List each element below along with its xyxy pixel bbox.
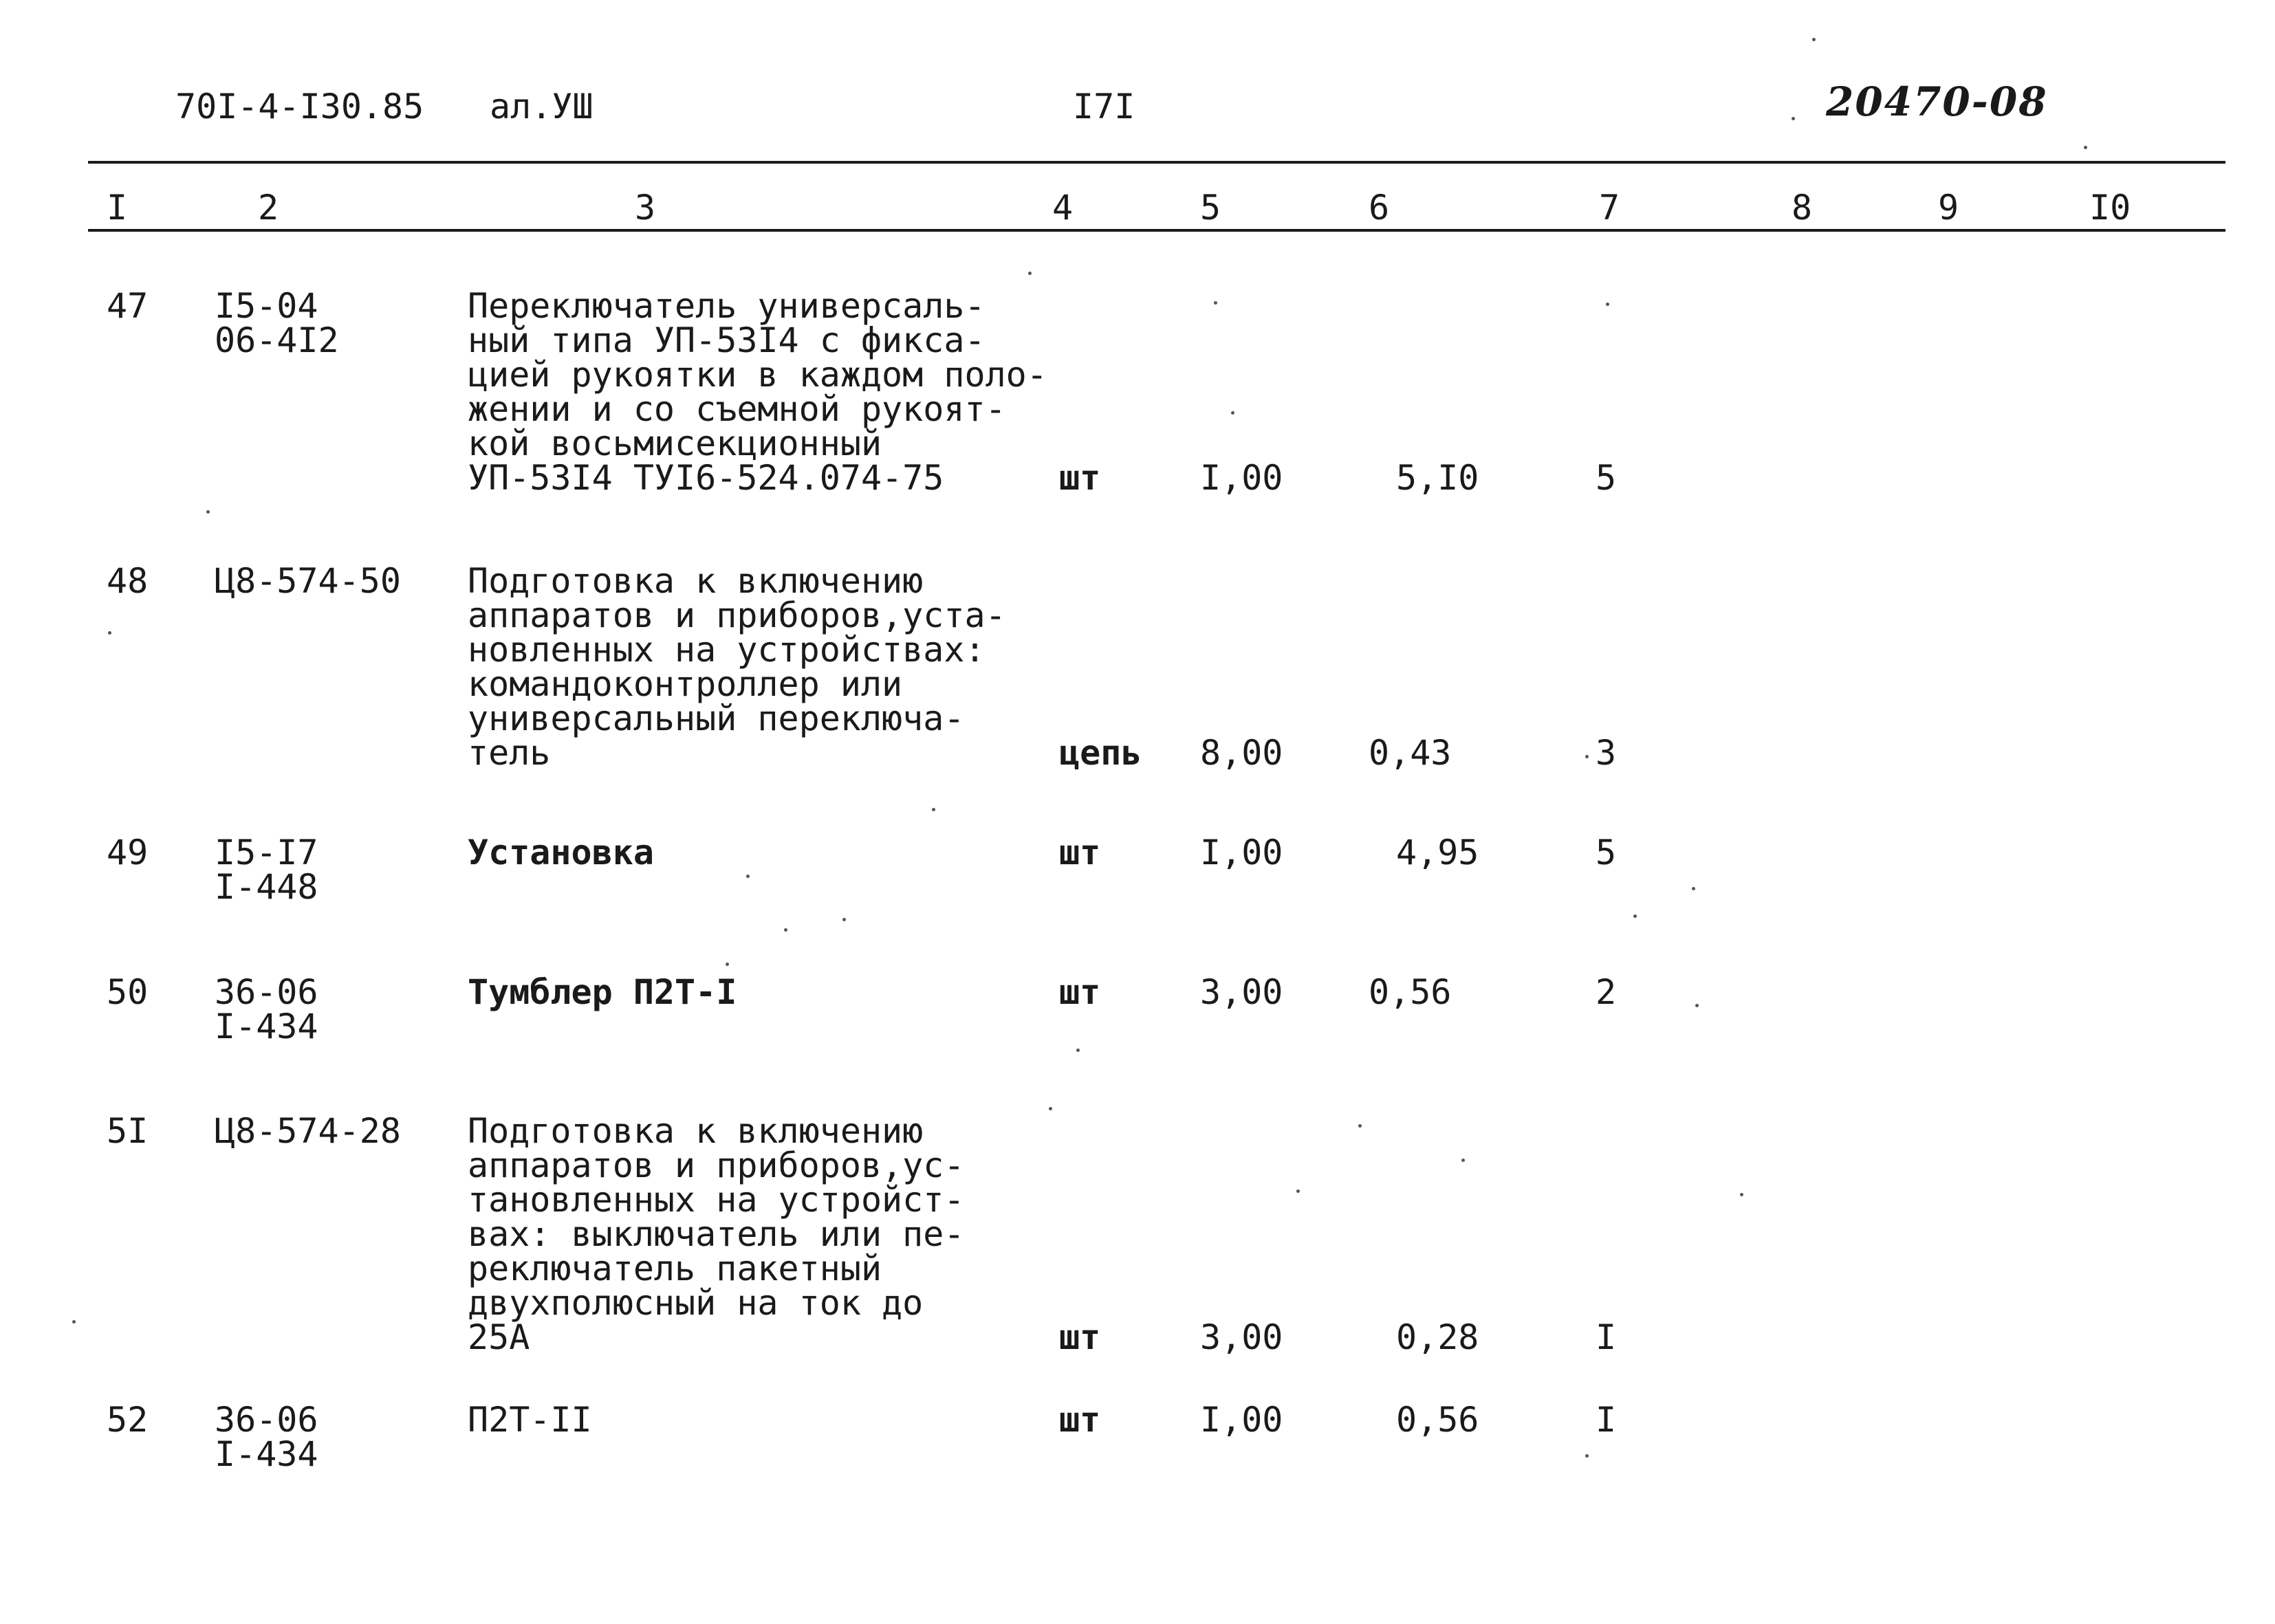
- description-line: Тумблер П2Т-I: [468, 972, 737, 1012]
- row-unit-price: 0,56: [1369, 972, 1452, 1012]
- description-line: тановленных на устройст-: [468, 1180, 965, 1220]
- description-line: Подготовка к включению: [468, 561, 924, 601]
- row-unit-price: 4,95: [1396, 833, 1479, 873]
- handwritten-reference: 20470-08: [1826, 78, 2048, 125]
- row-number: 49: [107, 833, 149, 873]
- description-line: двухполюсный на ток до: [468, 1283, 924, 1323]
- column-number-5: 5: [1200, 188, 1221, 228]
- code-line: I-434: [215, 1007, 318, 1046]
- row-code: [215, 1400, 318, 1474]
- code-line: 36-06: [215, 972, 318, 1012]
- code-line: Ц8-574-28: [215, 1111, 401, 1151]
- scan-speck: [842, 918, 846, 921]
- row-code: [215, 972, 318, 1046]
- column-number-10: I0: [2089, 188, 2131, 228]
- row-unit: шт: [1059, 972, 1101, 1012]
- row-quantity: I,00: [1200, 458, 1283, 498]
- row-code: [215, 1111, 401, 1151]
- row-total: 5: [1596, 833, 1617, 873]
- column-number-4: 4: [1052, 188, 1074, 228]
- description-line: УП-53I4 ТУI6-524.074-75: [468, 458, 944, 498]
- row-number: 47: [107, 286, 149, 326]
- scan-speck: [1695, 1004, 1699, 1007]
- table-top-rule: [88, 161, 2225, 164]
- code-line: I5-I7: [215, 833, 318, 873]
- scan-speck: [108, 631, 111, 635]
- description-line: аппаратов и приборов,уста-: [468, 595, 1006, 635]
- table-header-rule: [88, 229, 2225, 232]
- row-unit: шт: [1059, 1400, 1101, 1440]
- scan-speck: [1812, 38, 1816, 41]
- row-number: 52: [107, 1400, 149, 1440]
- row-quantity: I,00: [1200, 833, 1283, 873]
- row-total: 2: [1596, 972, 1617, 1012]
- row-unit: шт: [1059, 458, 1101, 498]
- description-line: жении и со съемной рукоят-: [468, 389, 1006, 429]
- code-line: I5-04: [215, 286, 318, 326]
- row-number: 48: [107, 561, 149, 601]
- row-code: [215, 286, 339, 360]
- description-line: вах: выключатель или пе-: [468, 1214, 965, 1254]
- row-total: I: [1596, 1400, 1617, 1440]
- scan-speck: [784, 928, 787, 932]
- row-unit-price: 0,56: [1396, 1400, 1479, 1440]
- scan-speck: [1296, 1189, 1300, 1193]
- row-description: [468, 972, 737, 1012]
- row-unit: шт: [1059, 833, 1101, 873]
- description-line: Подготовка к включению: [468, 1111, 924, 1151]
- row-quantity: 3,00: [1200, 972, 1283, 1012]
- description-line: П2Т-II: [468, 1400, 592, 1440]
- scan-speck: [1740, 1193, 1743, 1196]
- scan-speck: [1585, 755, 1589, 758]
- sheet-label: ал.УШ: [490, 87, 594, 127]
- scan-speck: [1231, 411, 1234, 415]
- description-line: тель: [468, 733, 551, 773]
- scan-speck: [932, 808, 935, 811]
- code-line: I-448: [215, 867, 318, 907]
- scan-speck: [1461, 1159, 1465, 1162]
- column-number-7: 7: [1599, 188, 1620, 228]
- scan-speck: [1076, 1049, 1080, 1052]
- row-description: [468, 1400, 592, 1440]
- column-number-8: 8: [1792, 188, 1813, 228]
- code-line: 06-4I2: [215, 320, 339, 360]
- row-total: 3: [1596, 733, 1617, 773]
- description-line: аппаратов и приборов,ус-: [468, 1145, 965, 1185]
- description-line: универсальный переключа-: [468, 699, 965, 738]
- scan-speck: [1028, 272, 1032, 275]
- description-line: кой восьмисекционный: [468, 424, 882, 463]
- row-code: [215, 561, 401, 601]
- description-line: новленных на устройствах:: [468, 630, 986, 670]
- row-total: 5: [1596, 458, 1617, 498]
- description-line: Установка: [468, 833, 654, 873]
- description-line: ный типа УП-53I4 с фикса-: [468, 320, 986, 360]
- scan-speck: [1633, 914, 1637, 918]
- column-number-6: 6: [1369, 188, 1390, 228]
- row-description: [468, 286, 1047, 498]
- code-line: 36-06: [215, 1400, 318, 1440]
- column-number-1: I: [107, 188, 128, 228]
- row-number: 5I: [107, 1111, 149, 1151]
- code-line: I-434: [215, 1434, 318, 1474]
- row-unit-price: 0,28: [1396, 1317, 1479, 1357]
- row-unit: шт: [1059, 1317, 1101, 1357]
- scan-speck: [746, 875, 750, 878]
- column-number-3: 3: [635, 188, 656, 228]
- description-line: 25А: [468, 1317, 530, 1357]
- column-number-2: 2: [258, 188, 279, 228]
- scan-speck: [1214, 301, 1217, 305]
- row-code: [215, 833, 318, 907]
- row-quantity: 3,00: [1200, 1317, 1283, 1357]
- scan-speck: [206, 510, 210, 514]
- scan-speck: [2084, 146, 2087, 149]
- description-line: цией рукоятки в каждом поло-: [468, 355, 1047, 395]
- scan-speck: [1049, 1107, 1052, 1110]
- row-total: I: [1596, 1317, 1617, 1357]
- row-unit-price: 5,I0: [1396, 458, 1479, 498]
- row-description: [468, 833, 654, 873]
- scan-speck: [1358, 1124, 1362, 1128]
- scan-speck: [1792, 117, 1795, 120]
- description-line: командоконтроллер или: [468, 664, 903, 704]
- row-description: [468, 561, 1006, 773]
- row-unit: цепь: [1059, 733, 1142, 773]
- row-unit-price: 0,43: [1369, 733, 1452, 773]
- row-number: 50: [107, 972, 149, 1012]
- description-line: реключатель пакетный: [468, 1249, 882, 1288]
- column-number-9: 9: [1938, 188, 1959, 228]
- scan-speck: [726, 963, 729, 966]
- document-code: 70I-4-I30.85: [175, 87, 424, 127]
- scan-speck: [72, 1320, 76, 1324]
- row-quantity: I,00: [1200, 1400, 1283, 1440]
- row-description: [468, 1111, 965, 1357]
- code-line: Ц8-574-50: [215, 561, 401, 601]
- scan-speck: [1692, 887, 1695, 890]
- scan-speck: [1606, 303, 1609, 306]
- row-quantity: 8,00: [1200, 733, 1283, 773]
- description-line: Переключатель универсаль-: [468, 286, 986, 326]
- page-number: I7I: [1073, 87, 1135, 127]
- scan-speck: [1585, 1454, 1589, 1458]
